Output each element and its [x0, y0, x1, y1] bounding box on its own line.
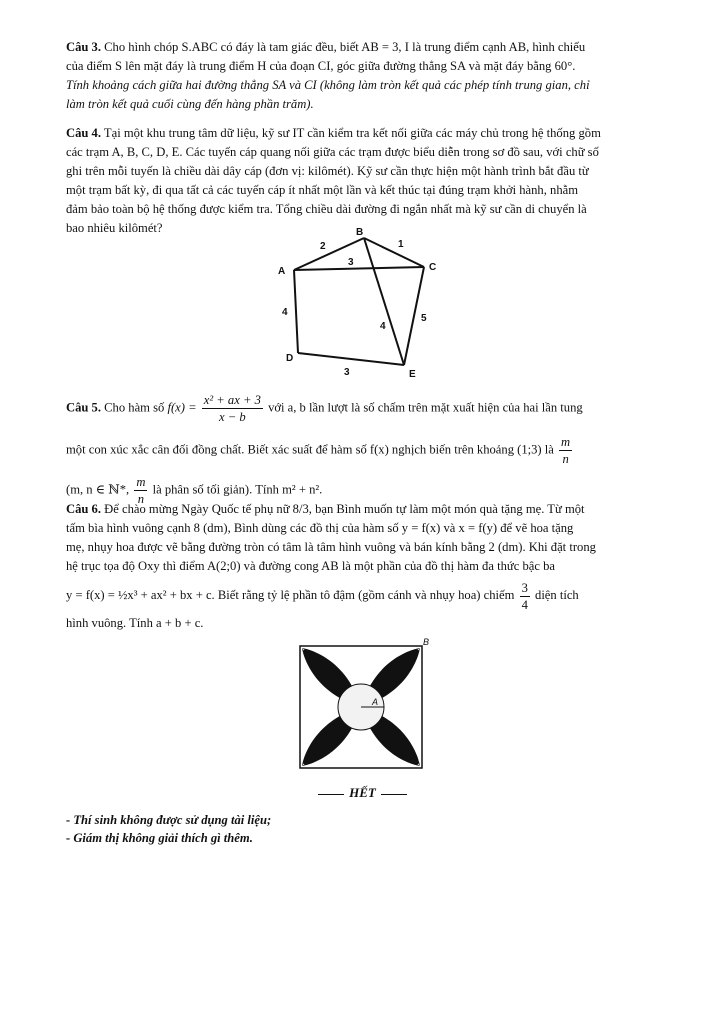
- question-4-line-3: ghi trên mỗi tuyến là chiều dài dây cáp (đơn vị: kilômét). Kỹ sư cần thực hiện một hành trình bắt đầu từ: [66, 164, 589, 178]
- question-6: [66, 500, 660, 633]
- question-3-line-4: làm tròn kết quả cuối cùng đến hàng phần trăm).: [66, 97, 314, 111]
- network-graph: [270, 225, 450, 385]
- question-5-intro: Cho hàm số: [104, 400, 165, 415]
- edge-weight-a-b: 2: [320, 241, 326, 252]
- edge-d-e: [298, 353, 404, 365]
- edge-a-c: [294, 267, 424, 270]
- question-5-prob-numerator: m: [561, 435, 571, 449]
- question-4-line-2: các trạm A, B, C, D, E. Các tuyến cáp quang nối giữa các trạm được biểu diễn trong sơ đồ sau, với chữ số: [66, 145, 599, 159]
- question-5-label: Câu 5.: [66, 400, 101, 415]
- edge-b-e: [364, 238, 404, 365]
- question-3-line-1: Cho hình chóp S.ABC có đáy là tam giác đều, biết AB = 3, I là trung điểm cạnh AB, hình chiếu: [104, 40, 586, 54]
- edge-weight-a-d: 4: [282, 307, 288, 318]
- question-6-line-4: hệ trục tọa độ Oxy thì điểm A(2;0) và đường cong AB là một phần của đồ thị hàm đa thức bậc ba: [66, 559, 555, 573]
- question-6-label: Câu 6.: [66, 502, 101, 516]
- edge-weight-a-c: 3: [348, 257, 354, 268]
- note-2: - Giám thị không giải thích gì thêm.: [66, 831, 253, 845]
- edge-weight-c-e: 5: [421, 313, 427, 324]
- end-text: HẾT: [349, 785, 376, 800]
- question-5-numerator: x² + ax + 3: [203, 393, 261, 407]
- edge-weight-d-e: 3: [344, 367, 350, 378]
- question-4: [66, 124, 660, 238]
- point-label-a: A: [372, 697, 379, 707]
- node-label-d: D: [286, 353, 294, 364]
- question-6-fraction-denominator: 4: [521, 597, 528, 612]
- question-6-fraction: [520, 580, 530, 613]
- edge-a-d: [294, 270, 298, 353]
- question-5-probability-fraction: [559, 434, 572, 467]
- question-3: [66, 38, 660, 114]
- question-3-line-2: của điểm S lên mặt đáy là trung điểm H của đoạn CI, góc giữa đường thẳng SA và mặt đáy bằng 60°.: [66, 59, 576, 73]
- question-5-fx: f(x) =: [167, 400, 197, 415]
- node-label-a: A: [278, 266, 286, 277]
- question-5-line-3b: là phân số tối giản). Tính m² + n².: [152, 482, 323, 497]
- question-6-line-5b: diện tích: [535, 588, 579, 602]
- question-4-line-6: bao nhiêu kilômét?: [66, 221, 163, 235]
- note-1: - Thí sinh không được sử dụng tài liệu;: [66, 813, 272, 827]
- question-4-label: Câu 4.: [66, 126, 101, 140]
- edge-weight-b-e: 4: [380, 321, 386, 332]
- edge-b-c: [364, 238, 424, 267]
- question-5-denominator: x − b: [218, 410, 246, 424]
- question-5-inline-denominator: n: [137, 492, 145, 506]
- question-6-line-2: tấm bìa hình vuông cạnh 8 (dm), Bình dùng các đồ thị của hàm số y = f(x) và x = f(y) để vẽ hoa tặng: [66, 521, 574, 535]
- end-dash-left: [318, 794, 344, 795]
- question-6-fraction-numerator: 3: [521, 580, 528, 595]
- question-4-line-1: Tại một khu trung tâm dữ liệu, kỹ sư IT cần kiểm tra kết nối giữa các máy chủ trong hệ thống gồm: [103, 126, 601, 140]
- edge-weight-b-c: 1: [398, 239, 404, 250]
- end-dash-right: [381, 794, 407, 795]
- question-6-line-3: mẹ, nhụy hoa được vẽ bằng đường tròn có tâm là tâm hình vuông và bán kính bằng 2 (dm). Khi đặt trong: [66, 540, 596, 554]
- question-6-line-1: Để chào mừng Ngày Quốc tế phụ nữ 8/3, bạn Bình muốn tự làm một món quà tặng mẹ. Từ một: [104, 502, 585, 516]
- question-4-line-5: đảm bảo toàn bộ hệ thống được kiểm tra. Tổng chiều dài đường đi ngắn nhất mà kỹ sư cần di chuyển là: [66, 202, 587, 216]
- node-label-b: B: [356, 227, 364, 238]
- question-5-inline-numerator: m: [136, 475, 146, 489]
- flower-figure: [290, 636, 440, 771]
- question-3-label: Câu 3.: [66, 40, 101, 54]
- end-marker: [0, 785, 725, 801]
- question-5-line-2: một con xúc xắc cân đối đồng chất. Biết xác suất để hàm số f(x) nghịch biến trên khoảng (1;3) là: [66, 442, 554, 457]
- question-5-prob-denominator: n: [562, 452, 569, 466]
- question-6-line-5a: y = f(x) = ½x³ + ax² + bx + c. Biết rằng tỷ lệ phần tô đậm (gồm cánh và nhụy hoa) chiếm: [66, 588, 515, 602]
- node-label-e: E: [409, 369, 416, 380]
- node-label-c: C: [429, 262, 437, 273]
- question-3-line-3: Tính khoảng cách giữa hai đường thẳng SA và CI (không làm tròn kết quả các phép tính trung gian, chỉ: [66, 78, 590, 92]
- point-label-b: B: [423, 637, 430, 647]
- question-6-line-6: hình vuông. Tính a + b + c.: [66, 616, 204, 630]
- question-5-line-3a: (m, n ∈ ℕ*,: [66, 482, 130, 497]
- question-5: [66, 392, 660, 510]
- question-5-fraction: [202, 392, 263, 425]
- question-4-line-4: một trạm bất kỳ, đi qua tất cả các tuyến cáp ít nhất một lần và kết thúc tại đúng trạm khởi hành, nhằm: [66, 183, 579, 197]
- question-5-after: với a, b lần lượt là số chấm trên mặt xuất hiện của hai lần tung: [268, 400, 583, 415]
